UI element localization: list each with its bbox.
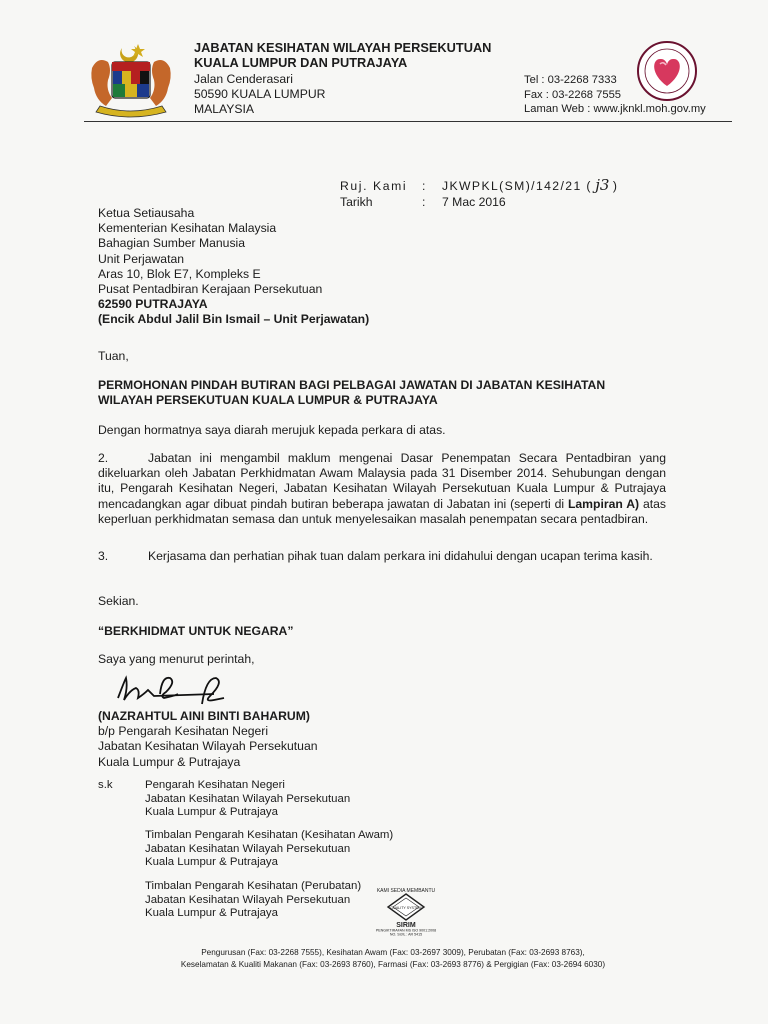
reference-label: Ruj. Kami (340, 179, 408, 193)
recipient-line: Aras 10, Blok E7, Kompleks E (98, 266, 261, 281)
subject-line-1: PERMOHONAN PINDAH BUTIRAN BAGI PELBAGAI JAWATAN DI JABATAN KESIHATAN (98, 378, 606, 392)
org-address (194, 72, 325, 117)
reference-number: JKWPKL(SM)/142/21 ( (442, 179, 592, 193)
sirim-cert-line-2: NO. SIJIL : AR 5415 (389, 932, 423, 936)
cc-line: Timbalan Pengarah Kesihatan (Kesihatan Awam) (145, 829, 394, 841)
website: Laman Web : www.jknkl.moh.gov.my (524, 103, 706, 115)
paragraph-2-text: Jabatan ini mengambil maklum mengenai Dasar Penempatan Secara Pentadbiran yang dikeluarkan oleh Jabatan Perkhidmatan Awam Malaysia pada 31 Disember 2014. Sehubungan dengan itu, Pengarah Kesihatan Negeri, Jabatan Kesihatan Wilayah Persekutuan Kuala Lumpur & Putrajaya mencadangkan agar dibuat pindah butiran beberapa jawatan di Jabatan ini (seperti di (98, 451, 666, 511)
sirim-name: SIRIM (396, 922, 416, 929)
cc-line: Pengarah Kesihatan Negeri (145, 779, 285, 791)
fax: Fax : 03-2268 7555 (524, 88, 622, 101)
recipient-postcode: 62590 PUTRAJAYA (98, 297, 208, 312)
signer-title: b/p Pengarah Kesihatan Negeri (98, 724, 269, 739)
footer-fax-directory (0, 947, 768, 970)
cc-line: Kuala Lumpur & Putrajaya (145, 806, 278, 819)
cc-entry (145, 779, 350, 820)
org-contact (524, 73, 706, 117)
paragraph-1: Dengan hormatnya saya diarah merujuk kepada perkara di atas. (98, 423, 446, 437)
cc-line: Kuala Lumpur & Putrajaya (145, 907, 278, 920)
address-line: MALAYSIA (194, 102, 255, 116)
cc-line: Kuala Lumpur & Putrajaya (145, 856, 278, 869)
recipient-attention: (Encik Abdul Jalil Bin Ismail – Unit Perjawatan) (98, 312, 370, 327)
signer-block (98, 709, 318, 770)
sirim-certification-logo (366, 886, 446, 936)
footer-line: Pengurusan (Fax: 03-2268 7555), Kesihatan Awam (Fax: 03-2697 3009), Perubatan (Fax: 03-2693 8763), (201, 948, 585, 957)
recipient-line: Pusat Pentadbiran Kerajaan Persekutuan (98, 282, 323, 297)
footer-line: Keselamatan & Kualiti Makanan (Fax: 03-2693 8760), Farmasi (Fax: 03-2693 8776) & Pergigian (Fax: 03-2694 6030) (180, 959, 606, 969)
sirim-tagline: KAMI SEDIA MEMBANTU (376, 888, 436, 894)
telephone: Tel : 03-2268 7333 (524, 74, 617, 86)
date-label: Tarikh (340, 195, 373, 209)
closing: Sekian. (98, 594, 139, 608)
subject-line-2: WILAYAH PERSEKUTUAN KUALA LUMPUR & PUTRAJAYA (98, 393, 438, 408)
colon: : (422, 179, 426, 193)
reference-block (340, 177, 618, 210)
handwritten-reference: j3 (595, 176, 610, 194)
paragraph-number: 2. (98, 451, 109, 465)
recipient-line: Ketua Setiausaha (98, 206, 195, 220)
paragraph-3-text: Kerjasama dan perhatian pihak tuan dalam perkara ini didahului dengan ucapan terima kasih. (148, 549, 653, 563)
org-name-line-2: KUALA LUMPUR DAN PUTRAJAYA (194, 55, 408, 70)
sirim-cert-line-1: PENGIKTIRAFAN MS ISO 9001:2008 (375, 928, 437, 933)
paragraph-2-text-end: atas keperluan perkhidmatan semasa dan untuk menyelesaikan masalah penempatan secara pentadbiran. (98, 496, 666, 526)
signer-department: Jabatan Kesihatan Wilayah Persekutuan (98, 739, 318, 754)
paragraph-number: 3. (98, 549, 109, 563)
address-line: 50590 KUALA LUMPUR (194, 87, 326, 101)
cc-line: Jabatan Kesihatan Wilayah Persekutuan (145, 842, 351, 855)
colon: : (422, 195, 426, 209)
cc-entry (145, 880, 361, 921)
paragraph-3 (98, 549, 666, 564)
cc-line: Jabatan Kesihatan Wilayah Persekutuan (145, 893, 351, 906)
recipient-line: Kementerian Kesihatan Malaysia (98, 221, 277, 236)
cc-entry (145, 829, 393, 870)
recipient-line: Unit Perjawatan (98, 251, 185, 266)
address-line: Jalan Cenderasari (194, 72, 293, 86)
cc-line: Timbalan Pengarah Kesihatan (Perubatan) (145, 880, 362, 892)
signer-location: Kuala Lumpur & Putrajaya (98, 754, 241, 769)
header-divider (84, 121, 732, 122)
motto: “BERKHIDMAT UNTUK NEGARA” (98, 624, 294, 638)
recipient-line: Bahagian Sumber Manusia (98, 236, 246, 251)
sirim-badge-text: QUALITY SYSTEM (390, 906, 422, 910)
attachment-reference: Lampiran A) (567, 496, 640, 511)
letter-subject (98, 378, 666, 408)
reference-close: ) (612, 179, 619, 193)
signer-name: (NAZRAHTUL AINI BINTI BAHARUM) (98, 709, 310, 723)
salutation: Tuan, (98, 349, 129, 363)
organization-name (194, 40, 491, 70)
org-name-line-1: JABATAN KESIHATAN WILAYAH PERSEKUTUAN (194, 40, 492, 55)
sign-off: Saya yang menurut perintah, (98, 652, 255, 666)
recipient-address (98, 206, 369, 328)
cc-label: s.k (98, 779, 113, 791)
cc-line: Jabatan Kesihatan Wilayah Persekutuan (145, 792, 351, 805)
malaysia-coat-of-arms-icon (82, 40, 180, 120)
paragraph-2 (98, 451, 666, 527)
handwritten-signature (114, 668, 244, 708)
letter-date: 7 Mac 2016 (442, 195, 506, 209)
